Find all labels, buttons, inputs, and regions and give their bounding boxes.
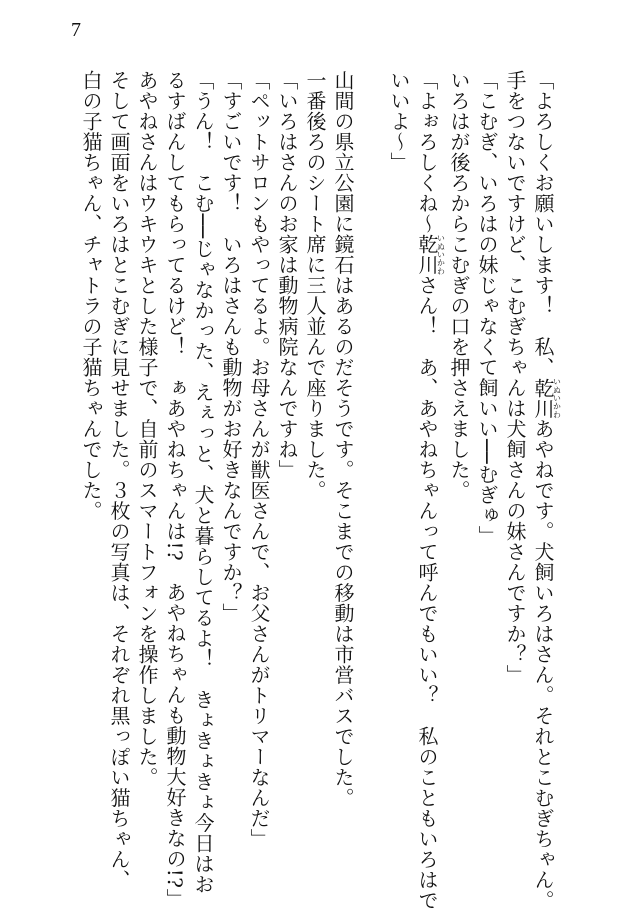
text-line: そして画面をいろはとこむぎに見せました。３枚の写真は、それぞれ黒っぽい猫ちゃん、 (107, 70, 131, 890)
text-line: いいよ～」 (387, 70, 411, 173)
text-segment: あやねです。犬飼いろはさん。それとこむぎちゃん。 (531, 418, 555, 911)
text-line (413, 70, 446, 911)
text-line: 白の子猫ちゃん、チャトラの子猫ちゃんでした。 (79, 70, 103, 521)
text-line: 手をつないですけど、こむぎちゃんは犬飼さんの妹さんですか？」 (503, 70, 527, 685)
ruby-base: 乾川 (531, 377, 555, 419)
text-line: 「こむぎ、いろはの妹じゃなくて飼いい──むぎゅ」 (475, 70, 499, 547)
text-line: るすばんしてもらってるけど！ ぁあやねちゃんは!? あやねちゃんも動物大好きなの!?」 (163, 70, 187, 910)
text-line: あやねさんはウキウキとした様子で、自前のスマートフォンを操作しました。 (135, 70, 159, 788)
text-line: 山間の県立公園に鏡石はあるのだそうです。そこまでの移動は市営バスでした。 (331, 70, 355, 808)
text-line: 「ペットサロンもやってるよ。お母さんが獣医さんで、お父さんがトリマーなんだ」 (247, 70, 271, 849)
page-number: 7 (71, 19, 81, 41)
ruby-name (531, 377, 562, 419)
novel-text (79, 70, 562, 911)
ruby-reading: いぬいかわ (552, 377, 562, 419)
text-segment: 「よぉろしくね～ (415, 70, 439, 234)
text-line: 「いろはさんのお家は動物病院なんですね」 (275, 70, 299, 480)
text-line: 「うん！ こむ──じゃなかった、えぇっと、犬と暮らしてるよ！ きょきょきょ今日はお (191, 70, 215, 895)
text-line: 一番後ろのシート席に三人並んで座りました。 (303, 70, 327, 501)
ruby-name (415, 234, 446, 275)
text-line: いろはが後ろからこむぎの口を押さえました。 (447, 70, 471, 501)
ruby-base: 乾川 (415, 234, 439, 275)
text-segment: さん！ あ、あやねちゃんって呼んでもいい？ 私のこともいろはで (415, 275, 439, 911)
text-line (529, 70, 562, 911)
text-line: 「すごいです！ いろはさんも動物がお好きなんですか？」 (219, 70, 243, 624)
ruby-reading: いぬいかわ (436, 234, 446, 275)
text-segment: 「よろしくお願いします！ 私、 (531, 70, 555, 378)
paragraph-gap (357, 70, 385, 870)
